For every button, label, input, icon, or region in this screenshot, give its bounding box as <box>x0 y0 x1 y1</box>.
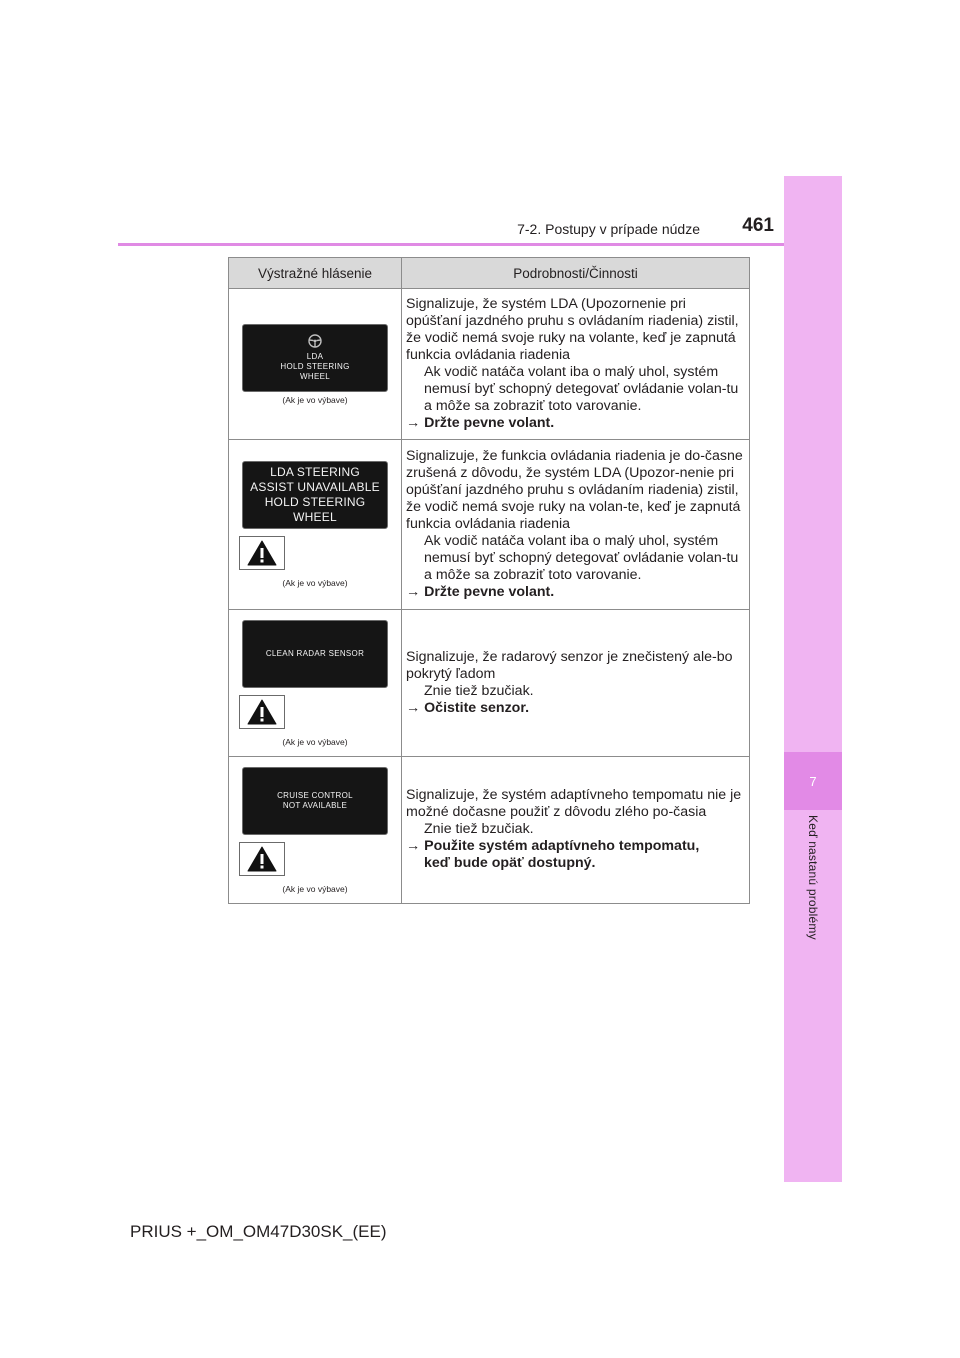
screen-line: NOT AVAILABLE <box>282 800 348 810</box>
page-number: 461 <box>742 215 774 236</box>
screen-line: CRUISE CONTROL <box>277 790 353 800</box>
description-text: Signalizuje, že funkcia ovládania riadenia je do-časne zrušená z dôvodu, že systém LDA (Upozor-nenie pri opúšťaní jazdného pruhu s ovládaním riadenia) zistil, že vodič nemá svoje ruky na volan-te, keď je zapnutá funkcia ovládania riadenia <box>406 447 743 532</box>
chapter-side-tab <box>784 176 842 1182</box>
action-text <box>406 415 745 432</box>
warning-light-box <box>239 536 285 570</box>
action-label: Držte pevne volant. <box>424 414 555 431</box>
steering-wheel-icon <box>308 334 322 348</box>
table-row <box>229 440 750 610</box>
note-text: Znie tiež bzučiak. <box>424 682 534 699</box>
note-text: Ak vodič natáča volant iba o malý uhol, systém nemusí byť schopný detegovať ovládanie volan-tu a môže sa zobraziť toto varovanie. <box>424 363 739 414</box>
section-title: 7-2. Postupy v prípade núdze <box>517 221 700 237</box>
warning-triangle-icon <box>247 699 277 725</box>
screen-line: WHEEL <box>293 510 337 524</box>
warning-table <box>228 257 750 904</box>
details-cell <box>402 757 750 904</box>
warning-light-box <box>239 695 285 729</box>
table-row <box>229 289 750 440</box>
note-text: Znie tiež bzučiak. <box>424 821 534 837</box>
display-screen <box>242 767 388 835</box>
details-cell <box>402 440 750 610</box>
screen-line: HOLD STEERING <box>264 495 366 509</box>
details-cell <box>402 610 750 757</box>
table-header-row <box>229 258 750 289</box>
table-row <box>229 610 750 757</box>
screen-line: CLEAN RADAR SENSOR <box>265 648 365 658</box>
action-label: Držte pevne volant. <box>424 583 555 600</box>
screen-line: ASSIST UNAVAILABLE <box>250 480 380 494</box>
arrow-icon: → <box>406 583 421 600</box>
details-cell <box>402 289 750 440</box>
warning-triangle-icon <box>247 540 277 566</box>
arrow-icon: → <box>406 414 421 431</box>
screen-line: WHEEL <box>300 371 330 381</box>
chapter-title: Keď nastanú problémy <box>806 815 820 940</box>
screen-line: LDA STEERING <box>270 465 360 479</box>
chapter-number: 7 <box>784 752 842 810</box>
screen-line: LDA <box>306 351 324 361</box>
column-header-warning: Výstražné hlásenie <box>229 258 402 289</box>
column-header-details: Podrobnosti/Činnosti <box>402 258 750 289</box>
warning-image-cell <box>229 440 402 610</box>
warning-light-box <box>239 842 285 876</box>
screen-line: HOLD STEERING <box>280 361 350 371</box>
availability-caption: (Ak je vo výbave) <box>282 578 348 588</box>
action-text-continued: keď bude opäť dostupný. <box>424 855 596 871</box>
warning-image-cell <box>229 610 402 757</box>
note-text: Ak vodič natáča volant iba o malý uhol, systém nemusí byť schopný detegovať ovládanie volan-tu a môže sa zobraziť toto varovanie. <box>424 532 739 583</box>
arrow-icon: → <box>406 699 421 716</box>
display-screen <box>242 620 388 688</box>
warning-image-cell <box>229 289 402 440</box>
action-text <box>406 584 745 601</box>
description-text: Signalizuje, že radarový senzor je znečistený ale-bo pokrytý ľadom <box>406 648 733 682</box>
action-text <box>406 700 745 717</box>
warning-triangle-icon <box>247 846 277 872</box>
display-screen <box>242 461 388 529</box>
table-row <box>229 757 750 904</box>
action-text <box>406 838 745 855</box>
description-text: Signalizuje, že systém LDA (Upozornenie pri opúšťaní jazdného pruhu s ovládaním riadenia) zistil, že vodič nemá svoje ruky na volante, keď je zapnutá funkcia ovládania riadenia <box>406 295 739 363</box>
header-rule <box>118 243 784 246</box>
availability-caption: (Ak je vo výbave) <box>282 883 348 894</box>
arrow-icon: → <box>406 838 421 854</box>
description-text: Signalizuje, že systém adaptívneho tempomatu nie je možné dočasne použiť z dôvodu zlého po-časia <box>406 787 742 820</box>
action-label: Použite systém adaptívneho tempomatu, <box>424 838 700 854</box>
availability-caption: (Ak je vo výbave) <box>282 394 348 405</box>
display-screen <box>242 324 388 392</box>
warning-image-cell <box>229 757 402 904</box>
availability-caption: (Ak je vo výbave) <box>282 736 348 747</box>
action-label: Očistite senzor. <box>424 699 530 716</box>
document-code: PRIUS +_OM_OM47D30SK_(EE) <box>130 1222 387 1241</box>
